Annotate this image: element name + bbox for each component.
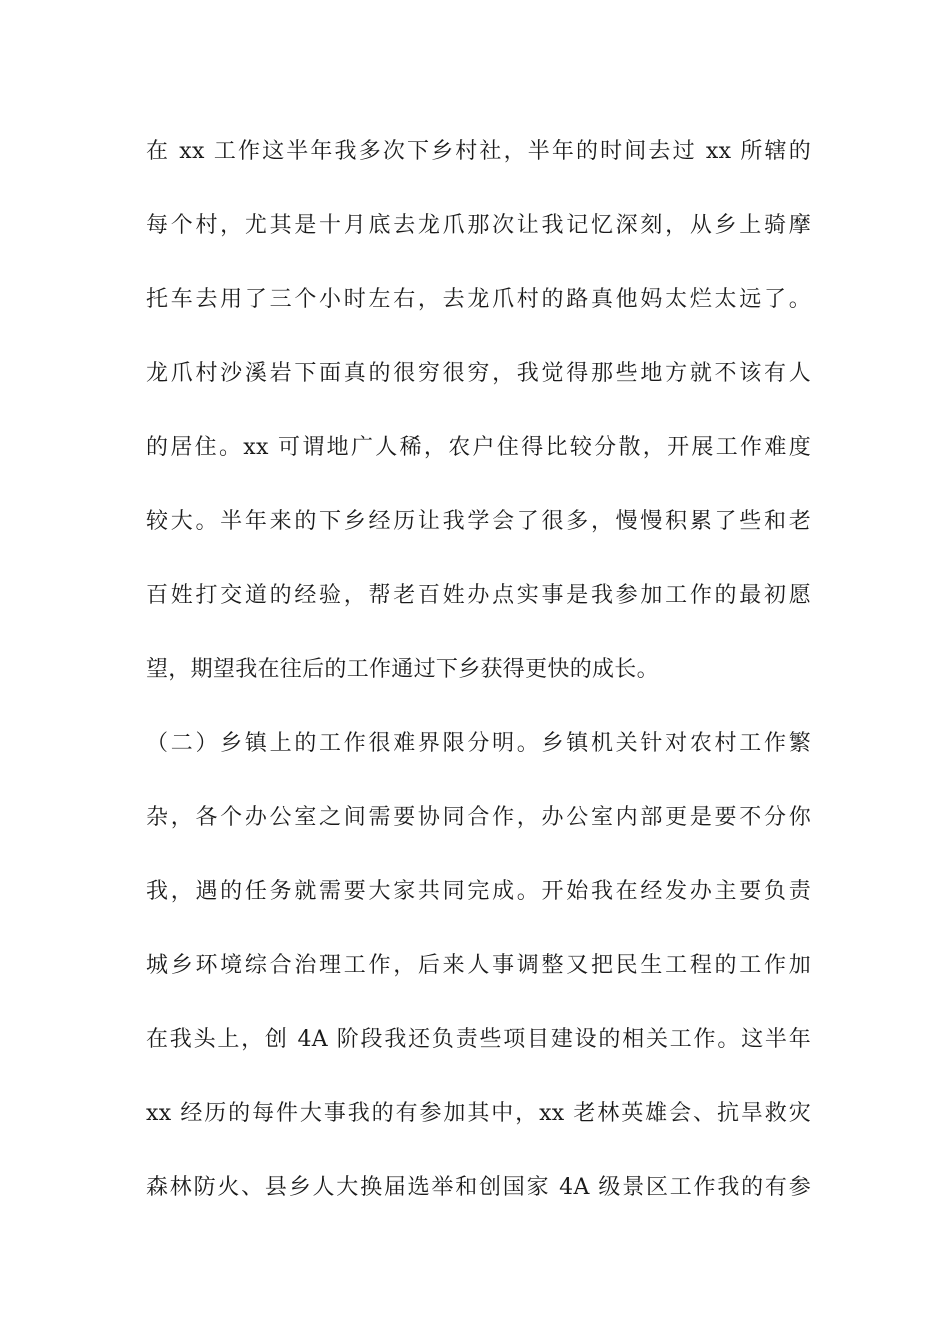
text-line-3: 托车去用了三个小时左右，去龙爪村的路真他妈太烂太远了。	[146, 287, 811, 312]
text-line-1: 在 xx 工作这半年我多次下乡村社，半年的时间去过 xx 所辖的	[146, 139, 811, 164]
text-line-6: 较大。半年来的下乡经历让我学会了很多，慢慢积累了些和老	[146, 509, 811, 534]
text-line-14: xx 经历的每件大事我的有参加其中，xx 老林英雄会、抗旱救灾	[146, 1101, 811, 1126]
text-line-4: 龙爪村沙溪岩下面真的很穷很穷，我觉得那些地方就不该有人	[146, 361, 811, 386]
text-line-12: 城乡环境综合治理工作，后来人事调整又把民生工程的工作加	[146, 953, 811, 978]
text-line-7: 百姓打交道的经验，帮老百姓办点实事是我参加工作的最初愿	[146, 583, 811, 608]
text-line-5: 的居住。xx 可谓地广人稀，农户住得比较分散，开展工作难度	[146, 435, 811, 460]
text-line-2: 每个村，尤其是十月底去龙爪那次让我记忆深刻，从乡上骑摩	[146, 213, 811, 238]
text-line-13: 在我头上，创 4A 阶段我还负责些项目建设的相关工作。这半年	[146, 1027, 811, 1052]
text-line-11: 我，遇的任务就需要大家共同完成。开始我在经发办主要负责	[146, 879, 811, 904]
body-text	[146, 128, 811, 1238]
text-line-9: （二）乡镇上的工作很难界限分明。乡镇机关针对农村工作繁	[146, 731, 811, 756]
text-line-8: 望，期望我在往后的工作通过下乡获得更快的成长。	[146, 657, 659, 682]
text-line-15: 森林防火、县乡人大换届选举和创国家 4A 级景区工作我的有参	[146, 1175, 811, 1200]
text-line-10: 杂，各个办公室之间需要协同合作，办公室内部更是要不分你	[146, 805, 811, 830]
